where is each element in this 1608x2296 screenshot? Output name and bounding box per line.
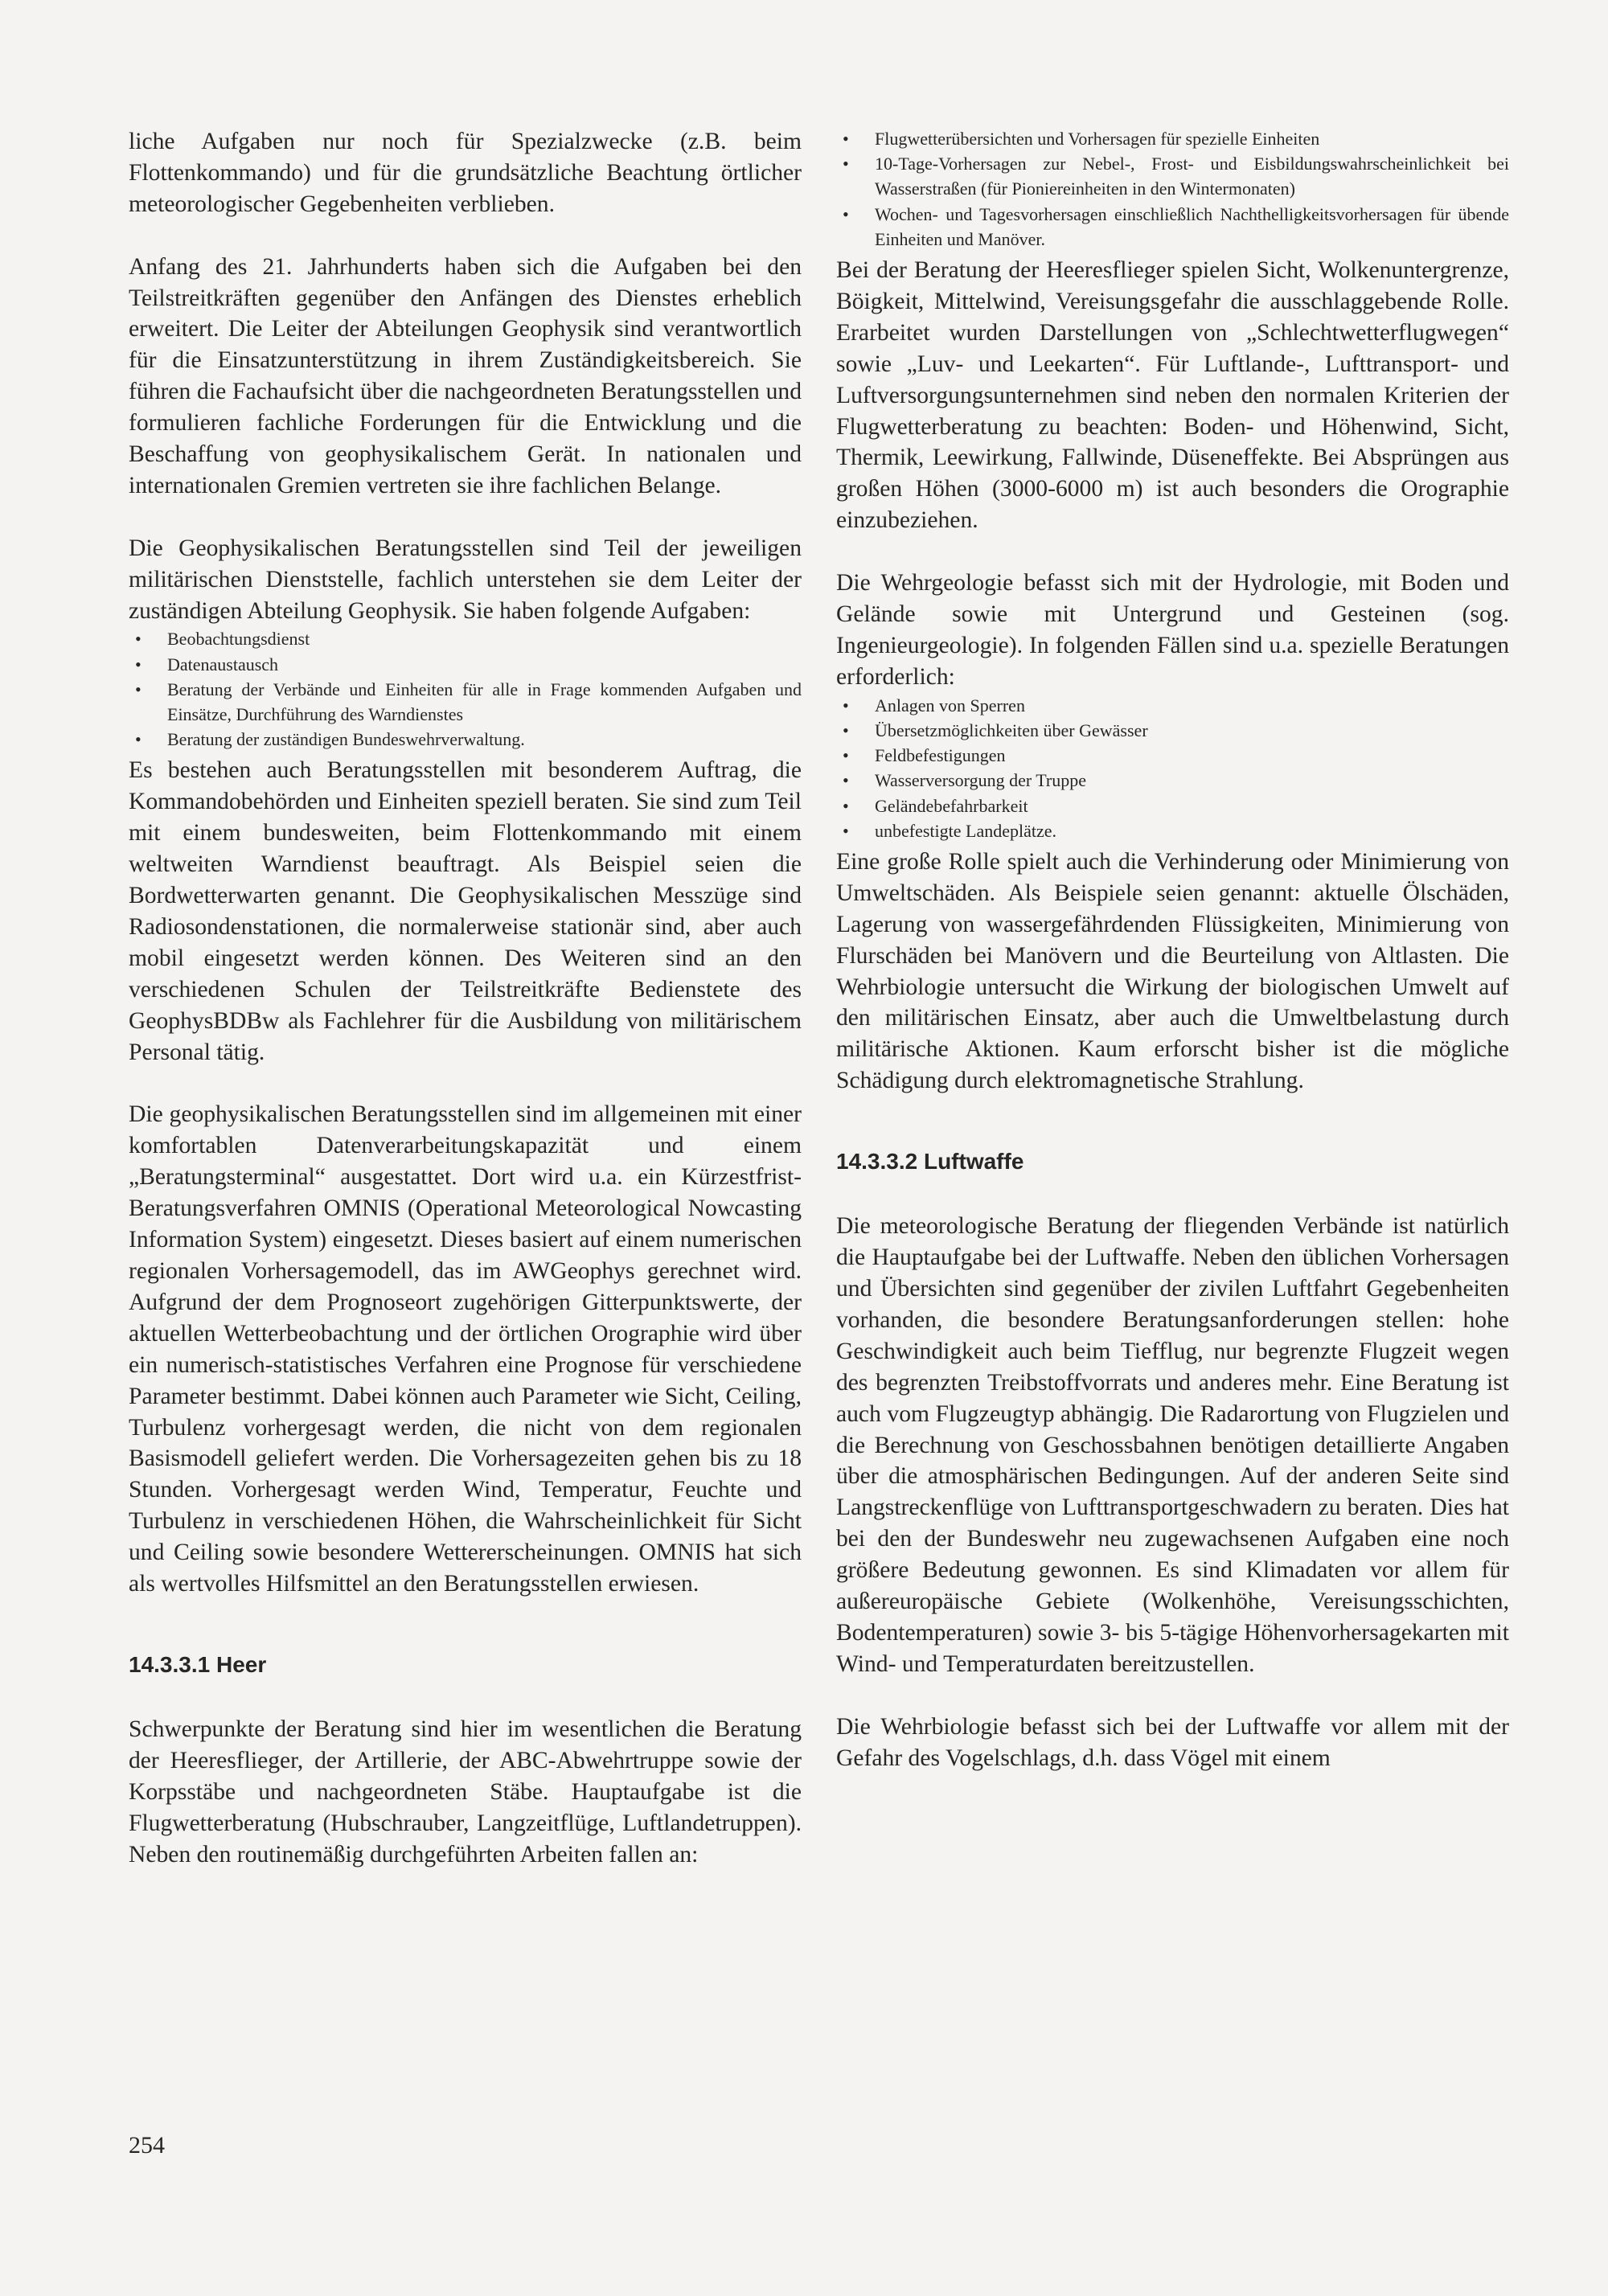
paragraph-luftwaffe: Die meteorologische Beratung der fliegenden Verbände ist natürlich die Hauptaufgabe bei der Luftwaffe. Neben den üblichen Vorhersagen und Übersichten sind gegenüber der zivilen Luftfahrt Gegebenheiten vorhanden, die besondere Beratungsanforderungen stellen: hohe Geschwindigkeit auch beim Tiefflug, nur begrenzte Flugzeit wegen des begrenzten Treibstoffvorrats und anderes mehr. Eine Beratung ist auch vom Flugzeugtyp abhängig. Die Radarortung von Flugzielen und die Berechnung von Geschossbahnen benötigen detaillierte Angaben über die atmosphärischen Bedingungen. Auf der anderen Seite sind Langstreckenflüge von Lufttransportgeschwadern zu beraten. Dies hat bei den der Bundeswehr neu zugewachsenen Aufgaben eine noch größere Bedeutung gewonnen. Es sind Klimadaten vor allem für außereuropäische Gebiete (Wolkenhöhe, Vereisungsschichten, Bodentemperaturen) sowie 3- bis 5-tägige Höhenvorhersagekarten mit Wind- und Temperaturdaten bereitzustellen. <box>836 1213 1509 1677</box>
list-item: • unbefestigte Landeplätze. <box>836 818 1509 843</box>
paragraph-heer: Schwerpunkte der Beratung sind hier im wesentlichen die Beratung der Heeresflieger, der Artillerie, der ABC-Abwehrtruppe sowie der Korpsstäbe und nachgeordneten Stäbe. Hauptaufgabe ist die Flugwetterberatung (Hubschrauber, Langzeitflüge, Luftlandetruppen). Neben den routinemäßig durchgeführten Arbeiten fallen an: <box>129 1716 802 1868</box>
list-item: • Wasserversorgung der Truppe <box>836 768 1509 793</box>
list-item: • Beobachtungsdienst <box>129 626 802 651</box>
page-number: 254 <box>129 2132 165 2159</box>
list-item: • Geländebefahrbarkeit <box>836 793 1509 818</box>
section-heading-heer: 14.3.3.1 Heer <box>129 1651 267 1677</box>
paragraph-teilstreitkraefte: Anfang des 21. Jahrhunderts haben sich die Aufgaben bei den Teilstreitkräften gegenüber den Anfängen des Dienstes erheblich erweitert. Die Leiter der Abteilungen Geophysik sind verantwortlich für die Einsatzunterstützung in ihrem Zuständigkeitsbereich. Sie führen die Fachaufsicht über die nachgeordneten Beratungsstellen und formulieren fachliche Forderungen für die Entwicklung und die Beschaffung von geophysikalischem Gerät. In nationalen und internationalen Gremien vertreten sie ihre fachlichen Belange. <box>129 253 802 498</box>
task-list <box>129 626 802 752</box>
right-column <box>836 126 1509 1773</box>
paragraph-continued: liche Aufgaben nur noch für Spezialzwecke (z.B. beim Flottenkommando) und für die grundsätzliche Beachtung örtlicher meteorologischer Gegebenheiten verblieben. <box>129 129 802 217</box>
paragraph-vogelschlag: Die Wehrbiologie befasst sich bei der Luftwaffe vor allem mit der Gefahr des Vogelschlags, d.h. dass Vögel mit einem <box>836 1713 1509 1771</box>
paragraph-umweltschaeden: Eine große Rolle spielt auch die Verhinderung oder Minimierung von Umweltschäden. Als Beispiele seien genannt: aktuelle Ölschäden, Lagerung von wassergefährdenden Flüssigkeiten, Minimierung von Flurschäden bei Manövern und die Beurteilung von Altlasten. Die Wehrbiologie untersucht die Wirkung der biologischen Umwelt auf den militärischen Einsatz, aber auch die Umweltbelastung durch militärische Aktionen. Kaum erforscht bisher ist die mögliche Schädigung durch elektromagnetische Strahlung. <box>836 848 1509 1094</box>
paragraph-omnis: Die geophysikalischen Beratungsstellen sind im allgemeinen mit einer komfortablen Datenverarbeitungskapazität und einem „Beratungsterminal“ ausgestattet. Dort wird u.a. ein Kürzestfrist-Beratungsverfahren OMNIS (Operational Meteorological Nowcasting Information System) eingesetzt. Dieses basiert auf einem numerischen regionalen Vorhersagemodell, das im AWGeophys gerechnet wird. Aufgrund der dem Prognoseort zugehörigen Gitterpunktswerte, der aktuellen Wetterbeobachtung und der örtlichen Orographie wird über ein numerisch-statistisches Verfahren eine Prognose für verschiedene Parameter bestimmt. Dabei können auch Parameter wie Sicht, Ceiling, Turbulenz vorhergesagt werden, die nicht von dem regionalen Basismodell geliefert werden. Die Vorhersagezeiten gehen bis zu 18 Stunden. Vorhergesagt werden Wind, Temperatur, Feuchte und Turbulenz in verschiedenen Höhen, die Wahrscheinlichkeit für Sicht und Ceiling sowie besondere Wettererscheinungen. OMNIS hat sich als wertvolles Hilfsmittel an den Beratungsstellen erwiesen. <box>129 1101 802 1597</box>
list-item: • Übersetzmöglichkeiten über Gewässer <box>836 718 1509 743</box>
left-column <box>129 126 802 1870</box>
section-heading-luftwaffe: 14.3.3.2 Luftwaffe <box>836 1149 1024 1175</box>
heer-task-list <box>836 126 1509 252</box>
list-item: • Flugwetterübersichten und Vorhersagen für spezielle Einheiten <box>836 126 1509 151</box>
list-item: • Anlagen von Sperren <box>836 693 1509 718</box>
list-item: • 10-Tage-Vorhersagen zur Nebel-, Frost- und Eisbildungswahrscheinlichkeit bei Wasserstraßen (für Pioniereinheiten in den Wintermonaten) <box>836 151 1509 201</box>
list-item: • Datenaustausch <box>129 652 802 677</box>
paragraph-beratungsstellen: Die Geophysikalischen Beratungsstellen sind Teil der jeweiligen militärischen Dienststelle, fachlich unterstehen sie dem Leiter der zuständigen Abteilung Geophysik. Sie haben folgende Aufgaben: <box>129 535 802 624</box>
paragraph-heeresflieger: Bei der Beratung der Heeresflieger spielen Sicht, Wolkenuntergrenze, Böigkeit, Mittelwind, Vereisungsgefahr die ausschlaggebende Rolle. Erarbeitet wurden Darstellungen von „Schlechtwetterflugwegen“ sowie „Luv- und Leekarten“. Für Luftlande-, Lufttransport- und Luftversorgungsunternehmen sind neben den normalen Kriterien der Flugwetterberatung zu beachten: Boden- und Höhenwind, Sicht, Thermik, Leewirkung, Fallwinde, Düseneffekte. Bei Absprüngen aus großen Höhen (3000-6000 m) ist auch besonders die Orographie einzubeziehen. <box>836 257 1509 534</box>
list-item: • Feldbefestigungen <box>836 743 1509 768</box>
paragraph-besonderer-auftrag: Es bestehen auch Beratungsstellen mit besonderem Auftrag, die Kommandobehörden und Einheiten speziell beraten. Sie sind zum Teil mit einem bundesweiten, beim Flottenkommando mit einem weltweiten Warndienst beauftragt. Als Beispiel seien die Bordwetterwarten genannt. Die Geophysikalischen Messzüge sind Radiosondenstationen, die normalerweise stationär sind, aber auch mobil eingesetzt werden können. Des Weiteren sind an den verschiedenen Schulen der Teilstreitkräfte Bedienstete des GeophysBDBw als Fachlehrer für die Ausbildung von militärischem Personal tätig. <box>129 757 802 1065</box>
list-item: • Beratung der zuständigen Bundeswehrverwaltung. <box>129 727 802 752</box>
paragraph-wehrgeologie: Die Wehrgeologie befasst sich mit der Hydrologie, mit Boden und Gelände sowie mit Untergrund und Gesteinen (sog. Ingenieurgeologie). In folgenden Fällen sind u.a. spezielle Beratungen erforderlich: <box>836 570 1509 690</box>
list-item: • Wochen- und Tagesvorhersagen einschließlich Nachthelligkeitsvorhersagen für übende Einheiten und Manöver. <box>836 202 1509 252</box>
list-item: • Beratung der Verbände und Einheiten für alle in Frage kommenden Aufgaben und Einsätze, Durchführung des Warndienstes <box>129 677 802 727</box>
geology-list <box>836 693 1509 843</box>
